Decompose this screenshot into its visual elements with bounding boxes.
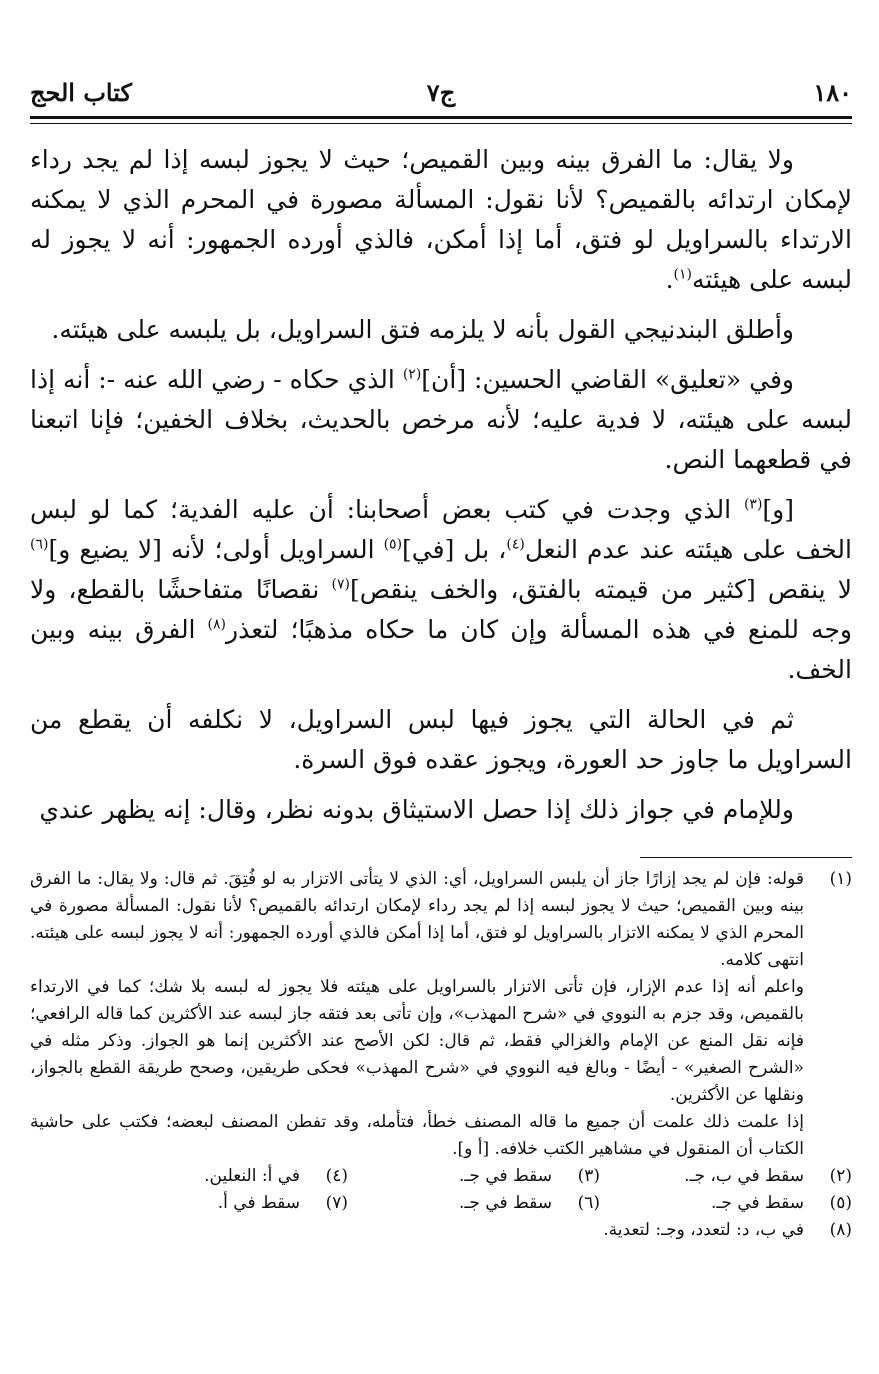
footnote-4: (٤) في أ: النعلين. xyxy=(204,1166,348,1186)
footnote-marker-7[interactable]: (٧) xyxy=(331,576,350,593)
footnote-1-para-2: واعلم أنه إذا عدم الإزار، فإن تأتى الاتزار بالسراويل على هيئته فلا يجوز له لبسه بلا شك؛ كما في الارتداء بالقميص، وقد جزم به النووي في «شرح المهذب»، وإن تأتى بعد فتقه جاز لبسه عند الأكثرين كما قاله الرافعي؛ فإنه نقل المنع عن الإمام والغزالي فقط، ثم قال: لكن الأصح عند الأكثرين إنما هو الجواز. وذكر مثله في «الشرح الصغير» - أيضًا - وبالغ فيه النووي في «شرح المهذب» فحكى طريقين، وصحح طريقة القطع بالجواز، ونقلها عن الأكثرين. xyxy=(30,977,804,1105)
footnote-3: (٣) سقط في جـ. xyxy=(459,1166,600,1186)
footnote-marker-4[interactable]: (٤) xyxy=(506,536,525,553)
footnote-1-para-3: إذا علمت ذلك علمت أن جميع ما قاله المصنف خطأ، فتأمله، وقد تفطن المصنف لبعضه؛ فكتب على حاشية الكتاب أن المنقول في مشاهير الكتب خلافه. [أ و]. xyxy=(30,1112,804,1159)
main-text xyxy=(30,140,852,840)
footnote-marker-3[interactable]: (٣) xyxy=(743,496,763,513)
footnote-1-para-1: قوله: فإن لم يجد إزارًا جاز أن يلبس السراويل، أي: الذي لا يتأتى الاتزار به لو فُتِقَ. ثم قال: ولا يقال: ما الفرق بينه وبين القميص؛ حيث لا يجوز لبسه إذا لم يجد رداء لإمكان ارتدائه بالقميص؟ لأنا نقول: المسألة مصورة في المحرم الذي لا يمكنه الاتزار بالسراويل لو فتق، أما إذا أمكن فالذي أورده الجمهور: أنه لا يجوز لبسه على هيئته. انتهى كلامه. xyxy=(30,869,804,970)
paragraph-5: ثم في الحالة التي يجوز فيها لبس السراويل، لا نكلفه أن يقطع من السراويل ما جاوز حد العورة، ويجوز عقده فوق السرة. xyxy=(30,705,852,774)
footnote-1 xyxy=(30,866,852,1163)
footnote-6: (٦) سقط في جـ. xyxy=(459,1193,600,1213)
footnote-8: (٨) في ب، د: لتعدد، وجـ: لتعدية. xyxy=(603,1220,852,1240)
paragraph-4: [و]$^{(٣)}$ الذي وجدت في كتب بعض أصحابنا: أن عليه الفدية؛ كما لو لبس الخف على هيئته عند عدم النعل$^{(٤)}$، بل [في]$^{(٥)}$ السراويل أولى؛ لأنه [لا يضيع و]$^{(٦)}$ لا ينقص [كثير من قيمته بالفتق، والخف ينقص]$^{(٧)}$ نقصانًا متفاحشًا بالقطع، ولا وجه للمنع في هذه المسألة وإن كان ما حكاه مذهبًا؛ لتعذر$^{(٨)}$ الفرق بينه وبين الخف. xyxy=(30,495,852,684)
footnote-separator xyxy=(640,857,852,858)
footnote-marker-8[interactable]: (٨) xyxy=(207,616,226,633)
paragraph-2: وأطلق البندنيجي القول بأنه لا يلزمه فتق السراويل، بل يلبسه على هيئته. xyxy=(51,315,794,344)
footnote-marker-6[interactable]: (٦) xyxy=(30,536,49,553)
header-rule-thin xyxy=(30,123,852,124)
paragraph-6: وللإمام في جواز ذلك إذا حصل الاستيثاق بدونه نظر، وقال: إنه يظهر عندي xyxy=(39,795,794,824)
book-title: كتاب الحج xyxy=(30,77,132,107)
footnote-row xyxy=(30,1163,852,1190)
volume-label: ج٧ xyxy=(426,77,456,107)
footnote-marker-5[interactable]: (٥) xyxy=(383,536,403,553)
paragraph-1: ولا يقال: ما الفرق بينه وبين القميص؛ حيث لا يجوز لبسه إذا لم يجد رداء لإمكان ارتدائه بالقميص؟ لأنا نقول: المسألة مصورة في المحرم الذي لا يمكنه الارتداء بالسراويل لو فتق، أما إذا أمكن، فالذي أورده الجمهور: أنه لا يجوز له لبسه على هيئته$^{(١)}$. xyxy=(30,145,852,294)
page-number: ١٨٠ xyxy=(813,77,852,107)
footnote-7: (٧) سقط في أ. xyxy=(217,1193,348,1213)
running-header xyxy=(30,74,852,110)
footnote-marker-2[interactable]: (٢) xyxy=(402,366,422,383)
header-rule-thick xyxy=(30,116,852,119)
footnote-row xyxy=(30,1190,852,1217)
footnote-marker-1[interactable]: (١) xyxy=(673,266,692,283)
paragraph-3: وفي «تعليق» القاضي الحسين: [أن]$^{(٢)}$ الذي حكاه - رضي الله عنه -: أنه إذا لبسه على هيئته، لا فدية عليه؛ لأنه مرخص بالحديث، بخلاف الخفين؛ فإنا اتبعنا في قطعهما النص. xyxy=(30,365,852,474)
footnote-number: (١) xyxy=(829,869,852,889)
footnotes xyxy=(30,866,852,1244)
footnote-5: (٥) سقط في جـ. xyxy=(711,1193,852,1213)
footnote-2: (٢) سقط في ب، جـ. xyxy=(684,1166,852,1186)
